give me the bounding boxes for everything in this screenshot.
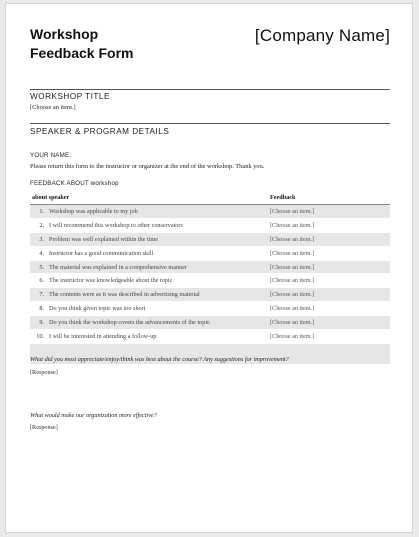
response-field-2[interactable]: [Response] <box>30 424 58 431</box>
company-name[interactable]: [Company Name] <box>254 26 390 45</box>
speaker-details-heading: SPEAKER & PROGRAM DETAILS <box>30 127 170 136</box>
row-feedback-select[interactable]: [Choose an item.] <box>270 291 315 299</box>
row-number: 7. <box>39 291 44 299</box>
row-number: 1. <box>39 208 44 215</box>
row-statement: I will be interested in attending a follow-up <box>49 333 157 341</box>
title-line-2: Feedback Form <box>30 45 134 61</box>
workshop-title-field[interactable]: [Choose an item.] <box>30 104 76 111</box>
row-feedback-select[interactable]: [Choose an item.] <box>270 249 315 257</box>
table-row <box>30 330 390 344</box>
form-title <box>30 25 180 63</box>
row-feedback-select[interactable]: [Choose an item.] <box>270 208 315 215</box>
divider-workshop <box>30 89 390 90</box>
table-header <box>30 192 390 205</box>
table-row <box>30 205 390 219</box>
row-statement: Instructor has a good communication skill <box>49 249 154 257</box>
table-row <box>30 219 390 233</box>
workshop-title-heading: WORKSHOP TITLE <box>30 92 110 101</box>
row-statement: Do you think the workshop covers the advancements of the topic <box>49 319 210 327</box>
row-feedback-select[interactable]: [Choose an item.] <box>270 277 315 285</box>
row-feedback-select[interactable]: [Choose an item.] <box>270 333 315 341</box>
divider-speaker <box>30 123 390 124</box>
row-statement: Problem was well explained within the time <box>49 235 158 243</box>
row-feedback-select[interactable]: [Choose an item.] <box>270 235 315 243</box>
table-row <box>30 288 390 302</box>
row-number: 2. <box>39 221 44 229</box>
row-statement: The contents were as it was described in advertising material <box>49 291 200 299</box>
title-line-1: Workshop <box>30 26 99 42</box>
table-row <box>30 247 390 261</box>
document-page <box>5 3 413 533</box>
table-row <box>30 316 390 330</box>
row-number: 5. <box>39 263 44 271</box>
table-row <box>30 274 390 288</box>
return-instructions: Please return this form to the instructor or organizer at the end of the workshop. Thank you. <box>30 163 265 170</box>
feedback-table <box>30 192 390 365</box>
row-number: 4. <box>39 249 44 257</box>
question-organization-effective: What would make our organization more effective? <box>30 412 157 419</box>
question-best-about-course: What did you most appreciate/enjoy/think was best about the course? Any suggestions for improvement? <box>30 356 289 363</box>
row-number: 9. <box>39 319 44 327</box>
row-statement: The material was explained in a comprehensive manner <box>49 263 187 271</box>
row-number: 3. <box>39 235 44 243</box>
row-number: 8. <box>39 305 44 313</box>
response-field-1[interactable]: [Response] <box>30 369 58 376</box>
row-feedback-select[interactable]: [Choose an item.] <box>270 221 315 229</box>
row-number: 6. <box>39 277 44 285</box>
row-feedback-select[interactable]: [Choose an item.] <box>270 319 315 327</box>
your-name-label: YOUR NAME: <box>30 152 72 159</box>
table-row <box>30 302 390 316</box>
row-feedback-select[interactable]: [Choose an item.] <box>270 263 315 271</box>
table-row <box>30 233 390 247</box>
row-feedback-select[interactable]: [Choose an item.] <box>270 305 315 313</box>
row-statement: Do you think given topic was too short <box>49 305 146 313</box>
feedback-about-label: FEEDBACK ABOUT workshop <box>30 180 119 187</box>
row-statement: Workshop was applicable to my job <box>49 208 138 215</box>
row-statement: I will recommend this workshop to other conservators <box>49 221 183 229</box>
column-header-about: about speaker <box>32 194 70 201</box>
row-number: 10. <box>36 333 44 341</box>
column-header-feedback: Feedback <box>270 194 296 201</box>
row-statement: The instructor was knowledgeable about the topic <box>49 277 173 285</box>
table-row <box>30 261 390 275</box>
